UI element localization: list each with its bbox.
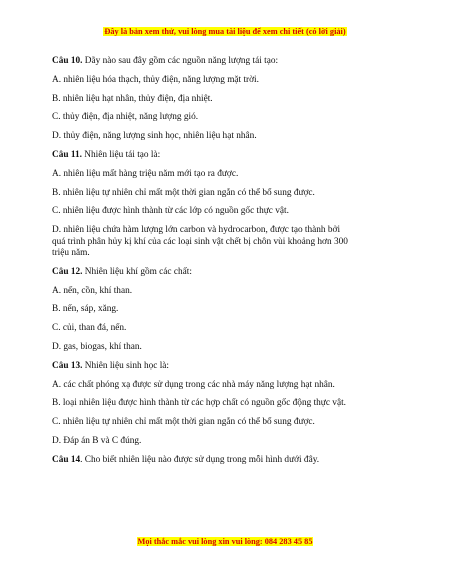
question-14-stem <box>52 455 392 466</box>
contact-footer-text: Mọi thắc mắc vui lòng xin vui lòng: 084 283 45 85 <box>137 537 313 546</box>
question-number: Câu 12. <box>52 266 83 277</box>
document-body <box>52 56 392 474</box>
question-number: Câu 13. <box>52 360 83 371</box>
question-10-option-d: D. thủy điện, năng lượng sinh học, nhiên liệu hạt nhân. <box>52 131 257 142</box>
question-number: Câu 10. <box>52 56 83 66</box>
question-11-option-d-line-2: quá trình phân hủy kị khí của các loại sinh vật chết bị chôn vùi khoảng hơn 300 <box>52 236 348 247</box>
question-12-option-b: B. nến, sáp, xăng. <box>52 304 119 315</box>
preview-notice-banner <box>0 27 450 37</box>
question-text: Nhiên liệu sinh học là: <box>82 360 169 371</box>
question-11-stem <box>52 150 392 161</box>
question-12-option-a: A. nến, cồn, khí than. <box>52 285 133 296</box>
question-13-option-a: A. các chất phóng xạ được sử dụng trong các nhà máy năng lượng hạt nhân. <box>52 379 335 390</box>
question-number: Câu 11. <box>52 149 82 160</box>
preview-notice-text: Đây là bản xem thử, vui lòng mua tài liệu để xem chi tiết (có lời giải) <box>104 27 346 36</box>
question-13-option-c: C. nhiên liệu tự nhiên chỉ mất một thời gian ngắn có thể bổ sung được. <box>52 417 315 428</box>
question-13-stem <box>52 361 392 372</box>
question-10-option-b: B. nhiên liệu hạt nhân, thủy điện, địa nhiệt. <box>52 93 213 104</box>
question-11-option-d-line-3: triệu năm. <box>52 247 90 258</box>
question-10-option-c: C. thủy điện, địa nhiệt, năng lượng gió. <box>52 112 199 123</box>
question-text: Nhiên liệu tái tạo là: <box>81 149 161 160</box>
question-number: Câu 14 <box>52 454 81 465</box>
question-10-option-a: A. nhiên liệu hóa thạch, thủy điện, năng lượng mặt trời. <box>52 74 259 85</box>
contact-footer-banner <box>0 537 450 547</box>
question-text: Nhiên liệu khí gồm các chất: <box>82 266 192 277</box>
question-text: . Cho biết nhiên liệu nào được sử dụng trong mỗi hình dưới đây. <box>80 454 320 465</box>
question-12-option-d: D. gas, biogas, khí than. <box>52 341 142 352</box>
question-12-option-c: C. củi, than đá, nến. <box>52 323 127 334</box>
question-11-option-b: B. nhiên liệu tự nhiên chỉ mất một thời gian ngắn có thể bổ sung được. <box>52 187 315 198</box>
question-10-stem <box>52 56 392 67</box>
question-11-option-a: A. nhiên liệu mất hàng triệu năm mới tạo ra được. <box>52 168 239 179</box>
question-text: Dãy nào sau đây gồm các nguồn năng lượng tái tạo: <box>82 56 279 66</box>
question-11-option-c: C. nhiên liệu được hình thành từ các lớp có nguồn gốc thực vật. <box>52 206 289 217</box>
question-11-option-d-line-1: D. nhiên liệu chứa hàm lượng lớn carbon và hydrocarbon, được tạo thành bởi <box>52 225 341 236</box>
question-13-option-b: B. loại nhiên liệu được hình thành từ các hợp chất có nguồn gốc động thực vật. <box>52 398 346 409</box>
question-13-option-d: D. Đáp án B và C đúng. <box>52 435 142 446</box>
question-12-stem <box>52 267 392 278</box>
